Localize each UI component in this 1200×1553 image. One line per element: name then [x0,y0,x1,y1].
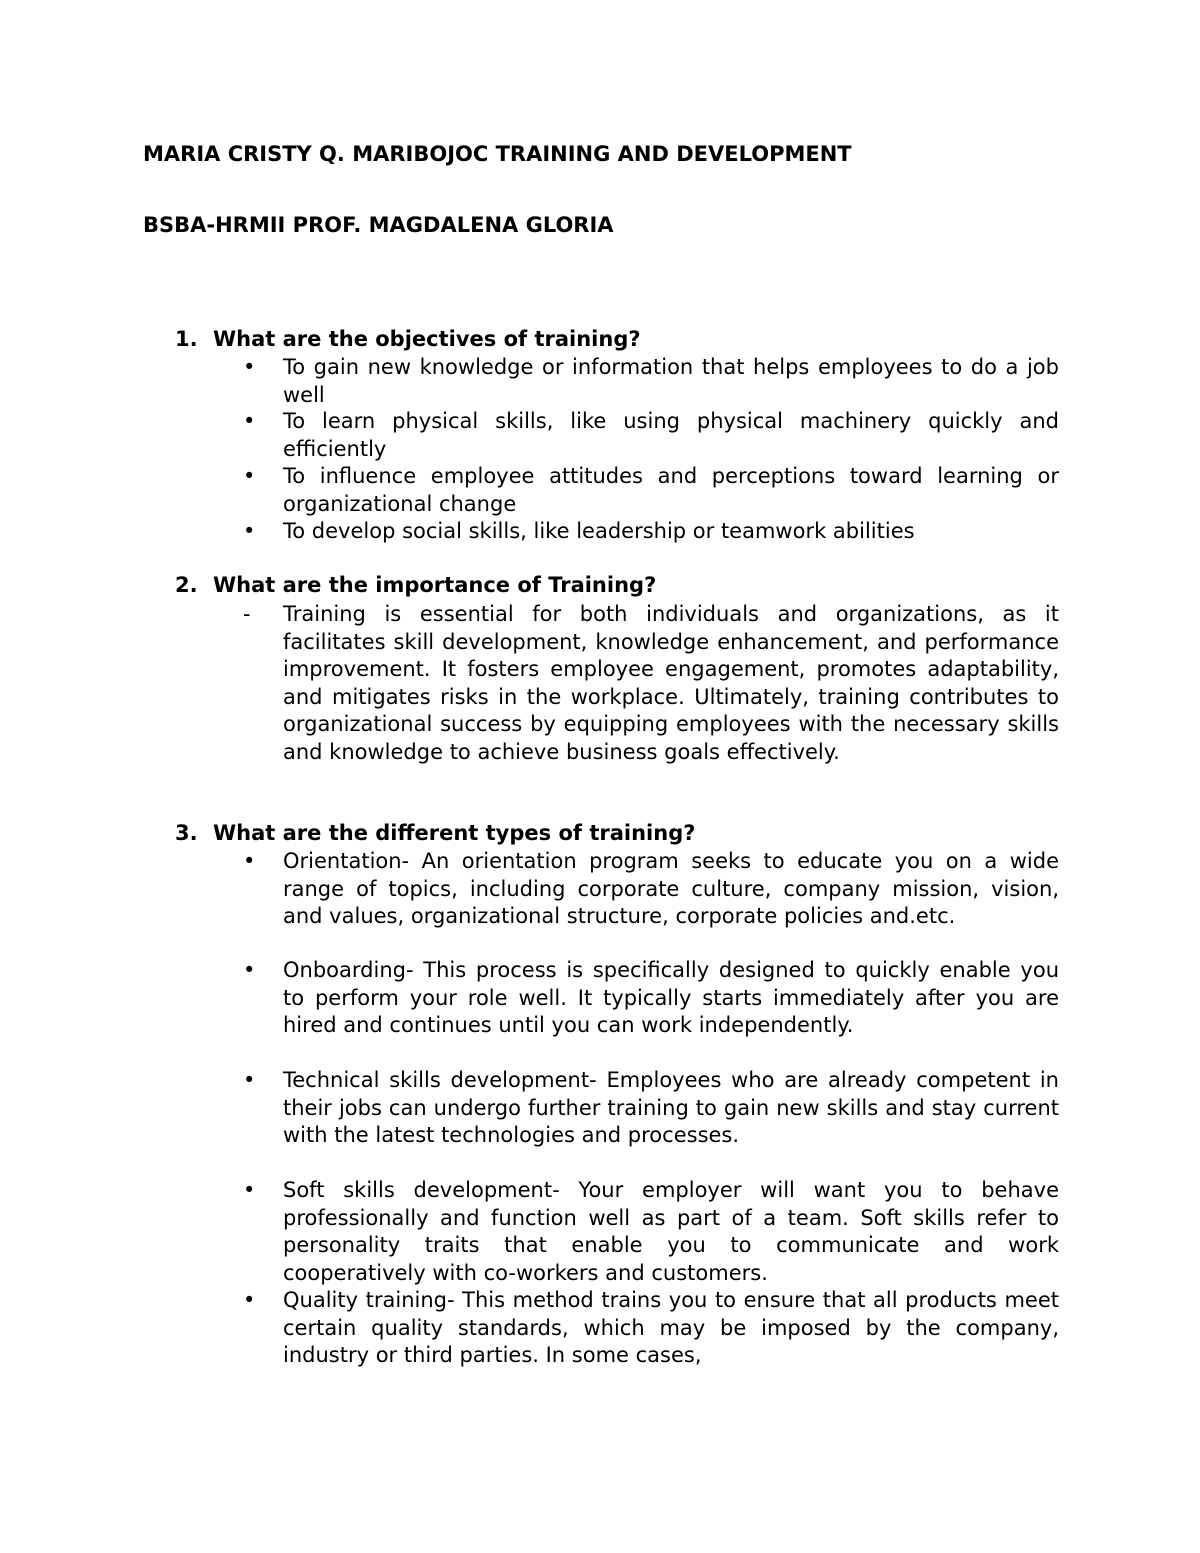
question-number: 1. [175,327,198,351]
bullet-icon: • [243,958,256,982]
bullet-icon: • [243,849,256,873]
bullet-icon: • [243,519,256,543]
question-text: What are the different types of training? [213,821,696,845]
dash-icon: - [243,602,251,626]
list-item: To gain new knowledge or information that helps employees to do a job well [283,355,1059,407]
list-item: Soft skills development- Your employer will want you to behave professionally and function well as part of a team. Soft skills refer to personality traits that enable you to communicate and work cooperatively with co-workers and customers. [283,1178,1059,1285]
question-2 [175,572,656,600]
header-line-2: BSBA-HRMII PROF. MAGDALENA GLORIA [143,213,614,237]
question-number: 2. [175,573,198,597]
list-item: Technical skills development- Employees who are already competent in their jobs can undergo further training to gain new skills and stay current with the latest technologies and processes. [283,1068,1059,1147]
question-1 [175,326,641,354]
list-item: To learn physical skills, like using physical machinery quickly and efficiently [283,409,1059,461]
list-item: Onboarding- This process is specifically designed to quickly enable you to perform your role well. It typically starts immediately after you are hired and continues until you can work independently. [283,958,1059,1037]
bullet-icon: • [243,1288,256,1312]
question-3 [175,820,695,848]
header-line-1: MARIA CRISTY Q. MARIBOJOC TRAINING AND DEVELOPMENT [143,142,852,166]
bullet-icon: • [243,355,256,379]
list-item: Orientation- An orientation program seeks to educate you on a wide range of topics, including corporate culture, company mission, vision, and values, organizational structure, corporate policies and.etc. [283,849,1059,928]
list-item: To develop social skills, like leadership or teamwork abilities [283,519,915,543]
bullet-icon: • [243,1068,256,1092]
bullet-icon: • [243,409,256,433]
bullet-icon: • [243,1178,256,1202]
list-item: To influence employee attitudes and perceptions toward learning or organizational change [283,464,1059,516]
question-text: What are the importance of Training? [213,573,657,597]
list-item: Training is essential for both individuals and organizations, as it facilitates skill development, knowledge enhancement, and performance improvement. It fosters employee engagement, promotes adaptability, and mitigates risks in the workplace. Ultimately, training contributes to organizational success by equipping employees with the necessary skills and knowledge to achieve business goals effectively. [283,602,1059,764]
list-item: Quality training- This method trains you to ensure that all products meet certain quality standards, which may be imposed by the company, industry or third parties. In some cases, [283,1288,1059,1367]
question-number: 3. [175,821,198,845]
bullet-icon: • [243,464,256,488]
question-text: What are the objectives of training? [213,327,641,351]
